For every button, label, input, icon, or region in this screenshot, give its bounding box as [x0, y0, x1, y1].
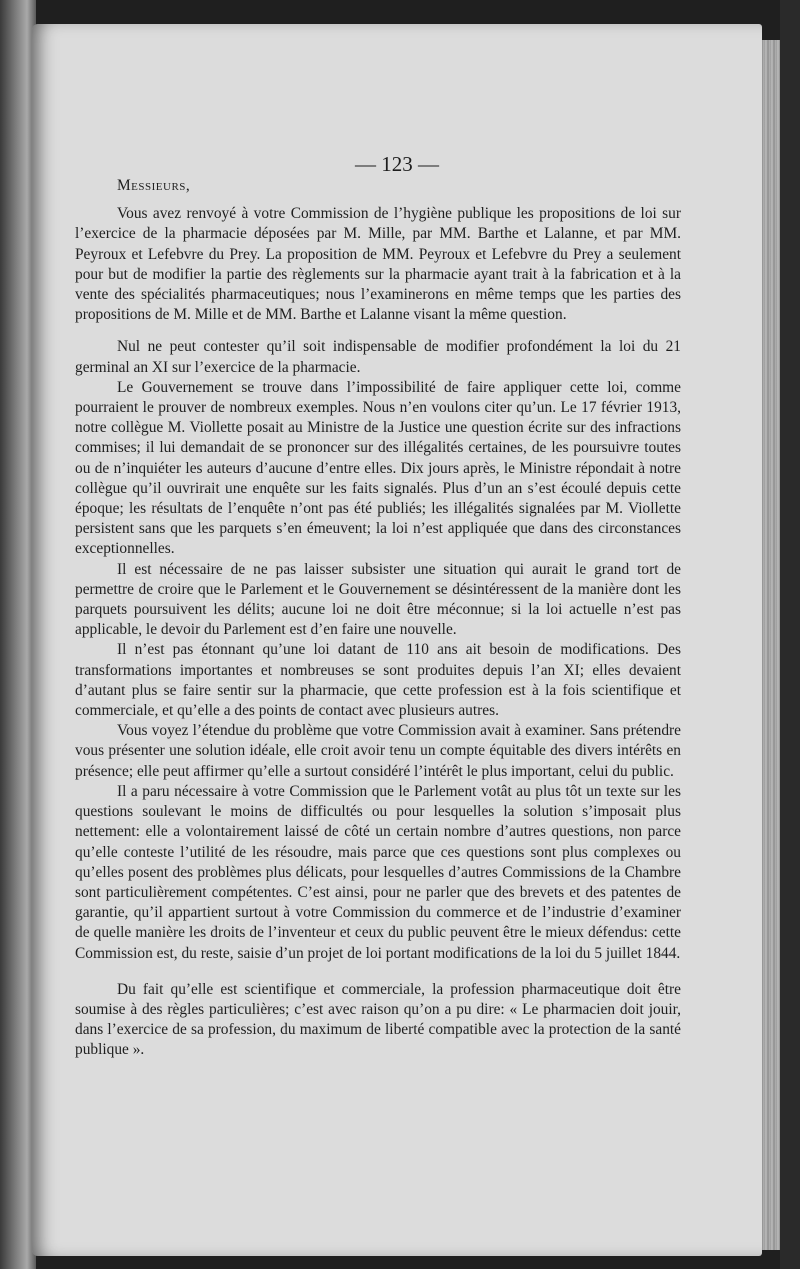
- paragraph-7: Il a paru nécessaire à votre Commission que le Parlement votât au plus tôt un texte sur les questions soulevant le moins de difficultés ou pour lesquelles la solution s’imposait plus nettement: elle a volontairement laissé de côté un certain nombre d’autres questions, non parce qu’elle conteste l’utilité de les résoudre, mais parce que ces questions sont plus complexes ou qu’elles posent des problèmes plus délicats, pour lesquelles d’autres Commissions de la Chambre sont particulièrement compétentes. C’est ainsi, pour ne parler que des brevets et des patentes de garantie, qu’il appartient surtout à votre Commission du commerce et de l’industrie d’examiner de quelle manière les droits de l’inventeur et ceux du public peuvent être le mieux défendus: cette Commission est, du reste, saisie d’un projet de loi portant modifications de la loi du 5 juillet 1844.: [75, 782, 681, 962]
- paragraph-8: Du fait qu’elle est scientifique et commerciale, la profession pharmaceutique doit être soumise à des règles particulières; c’est avec raison qu’on a pu dire: « Le pharmacien doit jouir, dans l’exercice de sa profession, du maximum de liberté compatible avec la protection de la santé publique ».: [75, 980, 681, 1059]
- salutation: Messieurs,: [117, 177, 191, 194]
- paragraph-1: Vous avez renvoyé à votre Commission de l’hygiène publique les propositions de loi sur l’exercice de la pharmacie déposées par M. Mille, par MM. Barthe et Lalanne, et par MM. Peyroux et Lefebvre du Prey. La proposition de MM. Peyroux et Lefebvre du Prey a seulement pour but de modifier la partie des règlements sur la pharmacie ayant trait à la fabrication et à la vente des spécialités pharmaceutiques; nous l’examinerons en même temps que les parties des propositions de M. Mille et de MM. Barthe et Lalanne visant la même question.: [75, 205, 681, 324]
- page-number: — 123 —: [355, 152, 439, 176]
- page: [32, 24, 762, 1256]
- previous-page-edge: [0, 0, 36, 1269]
- page-body: [75, 176, 681, 1061]
- paragraph-3: Le Gouvernement se trouve dans l’impossibilité de faire appliquer cette loi, comme pourraient le prouver de nombreux exemples. Nous n’en voulons citer qu’un. Le 17 février 1913, notre collègue M. Viollette posait au Ministre de la Justice une question écrite sur des infractions commises; il lui demandait de se prononcer sur des illégalités certaines, de les poursuivre toutes ou de n’inquiéter les auteurs d’aucune d’entre elles. Dix jours après, le Ministre répondait à notre collègue qu’il ouvrirait une enquête sur les faits signalés. Plus d’un an s’est écoulé depuis cette époque; les résultats de l’enquête n’ont pas été publiés; les illégalités signalées par M. Viollette persistent sans que les parquets s’en émeuvent; la loi n’est appliquée que dans des circonstances exceptionnelles.: [75, 378, 681, 558]
- paragraph-2: Nul ne peut contester qu’il soit indispensable de modifier profondément la loi du 21 germinal an XI sur l’exercice de la pharmacie.: [75, 338, 681, 376]
- paragraph-6: Vous voyez l’étendue du problème que votre Commission avait à examiner. Sans prétendre vous présenter une solution idéale, elle croit avoir tenu un compte équitable des divers intérêts en présence; elle peut affirmer qu’elle a surtout considéré l’intérêt le plus important, celui du public.: [75, 722, 681, 780]
- paragraph-5: Il n’est pas étonnant qu’une loi datant de 110 ans ait besoin de modifications. Des transformations importantes et nombreuses se sont produites depuis l’an XI; elles devaient d’autant plus se faire sentir sur la pharmacie, que cette profession est à la fois scientifique et commerciale, et qu’elle a des points de contact avec plusieurs autres.: [75, 641, 681, 720]
- paragraph-4: Il est nécessaire de ne pas laisser subsister une situation qui aurait le grand tort de permettre de croire que le Parlement et le Gouvernement se désintéressent de la manière dont les parquets poursuivent les délits; aucune loi ne doit être méconnue; si la loi actuelle n’est pas applicable, le devoir du Parlement est d’en faire une nouvelle.: [75, 560, 681, 639]
- background-edge: [780, 0, 800, 1269]
